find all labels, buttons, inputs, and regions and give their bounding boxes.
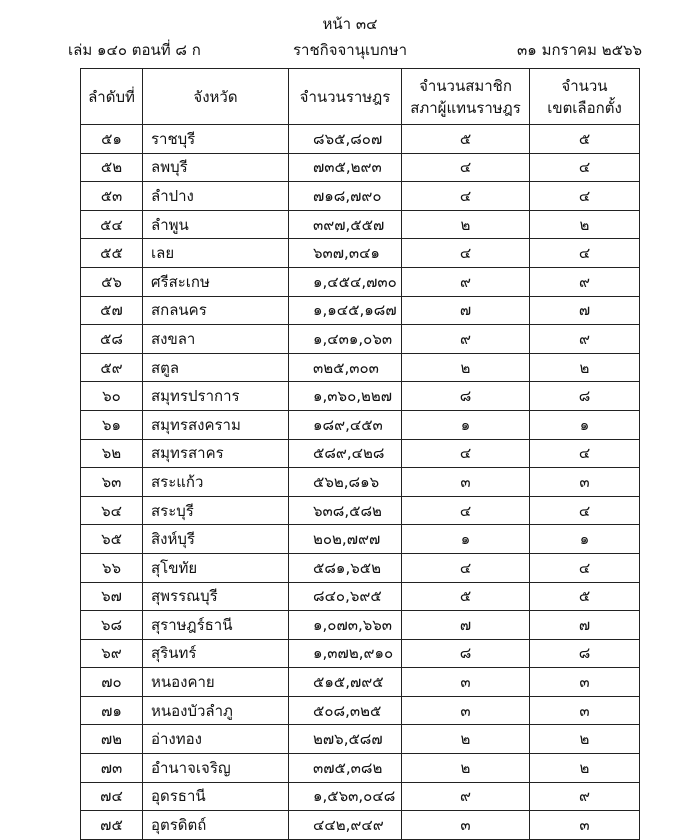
table-row [81,439,640,468]
order-cell: ๖๐ [81,382,143,411]
province-cell: สระบุรี [143,496,289,525]
publication-date: ๓๑ มกราคม ๒๕๖๖ [517,41,642,59]
table-row [81,353,640,382]
province-cell: สุราษฎร์ธานี [143,611,289,640]
table-row [81,611,640,640]
district-count-cell: ๙ [530,325,640,354]
mp-count-cell: ๔ [402,153,530,182]
mp-count-cell: ๙ [402,267,530,296]
population-cell: ๕๘๙,๔๒๘ [289,439,402,468]
table-row [81,210,640,239]
population-cell: ๓๗๕,๓๘๒ [289,754,402,783]
population-cell: ๑,๔๕๔,๗๓๐ [289,267,402,296]
population-cell: ๗๓๕,๒๙๓ [289,153,402,182]
population-cell: ๒๐๒,๗๙๗ [289,525,402,554]
order-cell: ๖๙ [81,639,143,668]
table-row [81,553,640,582]
province-cell: เลย [143,239,289,268]
mp-count-cell: ๙ [402,782,530,811]
population-cell: ๘๖๕,๘๐๗ [289,125,402,154]
order-cell: ๖๗ [81,582,143,611]
mp-count-cell: ๒ [402,353,530,382]
mp-count-cell: ๕ [402,125,530,154]
population-cell: ๕๐๘,๓๒๕ [289,696,402,725]
header-mp-count: จำนวนสมาชิก สภาผู้แทนราษฎร [402,69,530,125]
order-cell: ๕๗ [81,296,143,325]
district-count-cell: ๕ [530,125,640,154]
province-cell: สมุทรสงคราม [143,410,289,439]
order-cell: ๖๕ [81,525,143,554]
mp-count-cell: ๗ [402,611,530,640]
header-order: ลำดับที่ [81,69,143,125]
population-cell: ๖๓๘,๕๘๒ [289,496,402,525]
page-number: หน้า ๓๔ [322,15,378,33]
population-cell: ๑,๐๗๓,๖๖๓ [289,611,402,640]
table-row [81,811,640,840]
district-count-cell: ๒ [530,754,640,783]
district-count-cell: ๒ [530,353,640,382]
population-cell: ๒๗๖,๕๘๗ [289,725,402,754]
table-row [81,267,640,296]
district-count-cell: ๔ [530,553,640,582]
mp-count-cell: ๒ [402,210,530,239]
district-count-cell: ๓ [530,468,640,497]
mp-count-cell: ๔ [402,496,530,525]
province-cell: สุพรรณบุรี [143,582,289,611]
mp-count-cell: ๗ [402,296,530,325]
order-cell: ๖๖ [81,553,143,582]
table-row [81,468,640,497]
province-cell: อุดรธานี [143,782,289,811]
table-row [81,410,640,439]
table-row [81,668,640,697]
table-row [81,125,640,154]
order-cell: ๖๓ [81,468,143,497]
order-cell: ๕๒ [81,153,143,182]
mp-count-cell: ๓ [402,696,530,725]
mp-count-cell: ๔ [402,439,530,468]
mp-count-cell: ๓ [402,668,530,697]
province-cell: สุรินทร์ [143,639,289,668]
mp-count-cell: ๕ [402,582,530,611]
table-row [81,754,640,783]
province-cell: ราชบุรี [143,125,289,154]
district-count-cell: ๙ [530,267,640,296]
table-row [81,182,640,211]
population-cell: ๖๓๗,๓๔๑ [289,239,402,268]
province-cell: หนองบัวลำภู [143,696,289,725]
population-cell: ๕๑๕,๗๙๕ [289,668,402,697]
table-row [81,582,640,611]
mp-count-cell: ๑ [402,525,530,554]
order-cell: ๕๔ [81,210,143,239]
mp-count-cell: ๒ [402,725,530,754]
mp-count-cell: ๘ [402,639,530,668]
order-cell: ๗๒ [81,725,143,754]
mp-count-cell: ๑ [402,410,530,439]
district-count-cell: ๓ [530,668,640,697]
province-cell: หนองคาย [143,668,289,697]
province-cell: สงขลา [143,325,289,354]
district-count-cell: ๔ [530,439,640,468]
province-cell: ลพบุรี [143,153,289,182]
district-count-cell: ๗ [530,296,640,325]
population-cell: ๗๑๘,๗๙๐ [289,182,402,211]
mp-count-cell: ๔ [402,553,530,582]
table-row [81,325,640,354]
order-cell: ๗๑ [81,696,143,725]
table-row [81,525,640,554]
mp-count-cell: ๒ [402,754,530,783]
population-cell: ๑,๕๖๓,๐๔๘ [289,782,402,811]
district-count-cell: ๓ [530,696,640,725]
order-cell: ๕๙ [81,353,143,382]
mp-count-cell: ๘ [402,382,530,411]
province-cell: สมุทรปราการ [143,382,289,411]
province-cell: ลำพูน [143,210,289,239]
order-cell: ๗๐ [81,668,143,697]
district-count-cell: ๔ [530,496,640,525]
district-count-cell: ๔ [530,239,640,268]
order-cell: ๕๓ [81,182,143,211]
header-province: จังหวัด [143,69,289,125]
district-count-cell: ๒ [530,725,640,754]
order-cell: ๕๕ [81,239,143,268]
table-row [81,639,640,668]
order-cell: ๖๘ [81,611,143,640]
order-cell: ๖๔ [81,496,143,525]
mp-count-cell: ๓ [402,468,530,497]
province-cell: สระแก้ว [143,468,289,497]
population-cell: ๕๘๑,๖๕๒ [289,553,402,582]
table-row [81,382,640,411]
header-district-count: จำนวน เขตเลือกตั้ง [530,69,640,125]
province-cell: ศรีสะเกษ [143,267,289,296]
population-cell: ๑,๓๗๒,๙๑๐ [289,639,402,668]
header-population: จำนวนราษฎร [289,69,402,125]
district-count-cell: ๕ [530,582,640,611]
population-cell: ๕๖๒,๘๑๖ [289,468,402,497]
province-cell: สิงห์บุรี [143,525,289,554]
province-cell: อุตรดิตถ์ [143,811,289,840]
table-row [81,239,640,268]
population-cell: ๓๙๗,๕๕๗ [289,210,402,239]
district-count-cell: ๔ [530,153,640,182]
population-cell: ๑,๔๓๑,๐๖๓ [289,325,402,354]
table-row [81,782,640,811]
population-cell: ๑๘๙,๔๕๓ [289,410,402,439]
table-row [81,296,640,325]
table-row [81,496,640,525]
population-cell: ๑,๑๔๕,๑๘๗ [289,296,402,325]
table-row [81,725,640,754]
population-cell: ๑,๓๖๐,๒๒๗ [289,382,402,411]
district-count-cell: ๒ [530,210,640,239]
order-cell: ๖๑ [81,410,143,439]
district-count-cell: ๑ [530,525,640,554]
province-cell: สตูล [143,353,289,382]
mp-count-cell: ๙ [402,325,530,354]
publication-title: ราชกิจจานุเบกษา [292,41,408,59]
mp-count-cell: ๓ [402,811,530,840]
province-cell: สุโขทัย [143,553,289,582]
province-cell: ลำปาง [143,182,289,211]
order-cell: ๕๑ [81,125,143,154]
order-cell: ๗๔ [81,782,143,811]
district-count-cell: ๘ [530,382,640,411]
province-cell: สมุทรสาคร [143,439,289,468]
table-row [81,696,640,725]
order-cell: ๗๓ [81,754,143,783]
mp-count-cell: ๔ [402,182,530,211]
population-cell: ๓๒๕,๓๐๓ [289,353,402,382]
district-count-cell: ๑ [530,410,640,439]
province-cell: อ่างทอง [143,725,289,754]
population-cell: ๔๔๒,๙๔๙ [289,811,402,840]
population-cell: ๘๔๐,๖๙๕ [289,582,402,611]
order-cell: ๗๕ [81,811,143,840]
district-count-cell: ๙ [530,782,640,811]
district-count-cell: ๓ [530,811,640,840]
district-count-cell: ๘ [530,639,640,668]
order-cell: ๕๖ [81,267,143,296]
province-cell: สกลนคร [143,296,289,325]
district-count-cell: ๗ [530,611,640,640]
volume-issue: เล่ม ๑๔๐ ตอนที่ ๘ ก [68,41,201,59]
province-cell: อำนาจเจริญ [143,754,289,783]
table-row [81,153,640,182]
table-header-row [81,69,640,125]
district-count-cell: ๔ [530,182,640,211]
constituency-table [80,68,640,840]
order-cell: ๖๒ [81,439,143,468]
mp-count-cell: ๔ [402,239,530,268]
order-cell: ๕๘ [81,325,143,354]
